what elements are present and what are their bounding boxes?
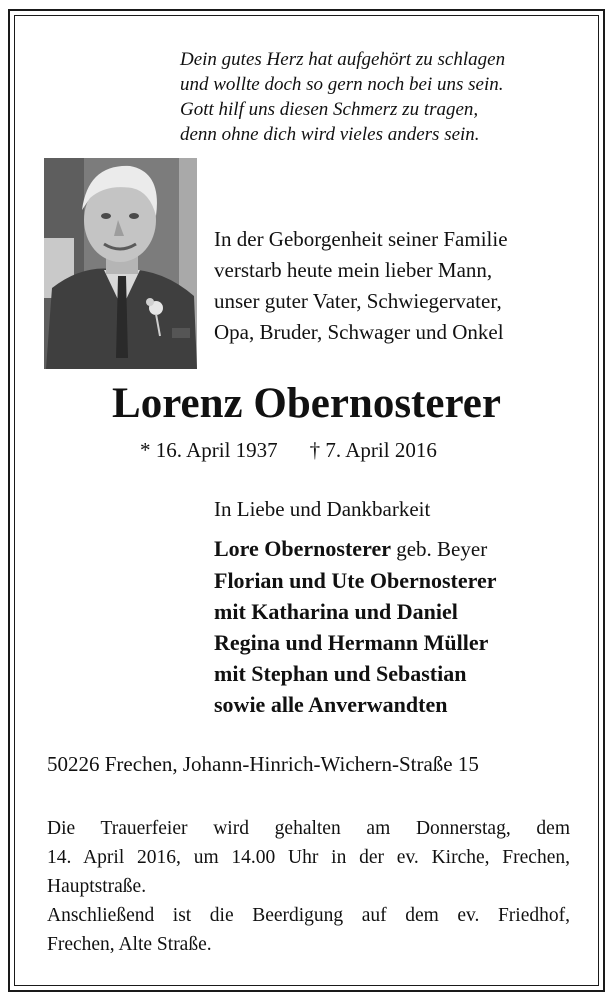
family-line: Florian und Ute Obernosterer [214,568,497,593]
family-line: Regina und Hermann Müller [214,630,489,655]
memorial-verse [180,47,505,147]
ceremony-info [47,814,570,959]
birth-date: * 16. April 1937 [140,438,278,462]
ceremony-line: Frechen, Alte Straße. [47,934,212,955]
portrait-photo [44,158,197,369]
family-list [214,533,497,720]
verse-line: denn ohne dich wird vieles anders sein. [180,124,480,145]
life-dates [140,436,437,464]
announcement-line: verstarb heute mein lieber Mann, [214,258,493,282]
family-intro: In Liebe und Dankbarkeit [214,497,431,521]
ceremony-line: 14. April 2016, um 14.00 Uhr in der ev. Kirche, Frechen, [47,847,570,868]
announcement-line: Opa, Bruder, Schwager und Onkel [214,320,504,344]
verse-line: Gott hilf uns diesen Schmerz zu tragen, [180,99,479,120]
death-date: † 7. April 2016 [309,438,437,462]
family-line-spouse [214,533,497,565]
verse-line: Dein gutes Herz hat aufgehört zu schlagen [180,49,506,70]
family-line: mit Stephan und Sebastian [214,661,467,686]
address: 50226 Frechen, Johann-Hinrich-Wichern-Straße 15 [47,752,479,776]
announcement-line: In der Geborgenheit seiner Familie [214,227,508,251]
ceremony-line: Hauptstraße. [47,876,147,897]
portrait-image [44,158,197,369]
announcement-text [214,224,574,348]
family-line: mit Katharina und Daniel [214,599,458,624]
family-line: sowie alle Anverwandten [214,692,448,717]
deceased-name: Lorenz Obernosterer [112,380,501,427]
ceremony-line: Die Trauerfeier wird gehalten am Donnerstag, dem [47,818,570,839]
verse-line: und wollte doch so gern noch bei uns sein. [180,74,504,95]
spouse-maiden-name: geb. Beyer [390,537,488,561]
announcement-line: unser guter Vater, Schwiegervater, [214,289,502,313]
ceremony-line: Anschließend ist die Beerdigung auf dem ev. Friedhof, [47,905,570,926]
spouse-name: Lore Obernosterer [214,536,391,561]
